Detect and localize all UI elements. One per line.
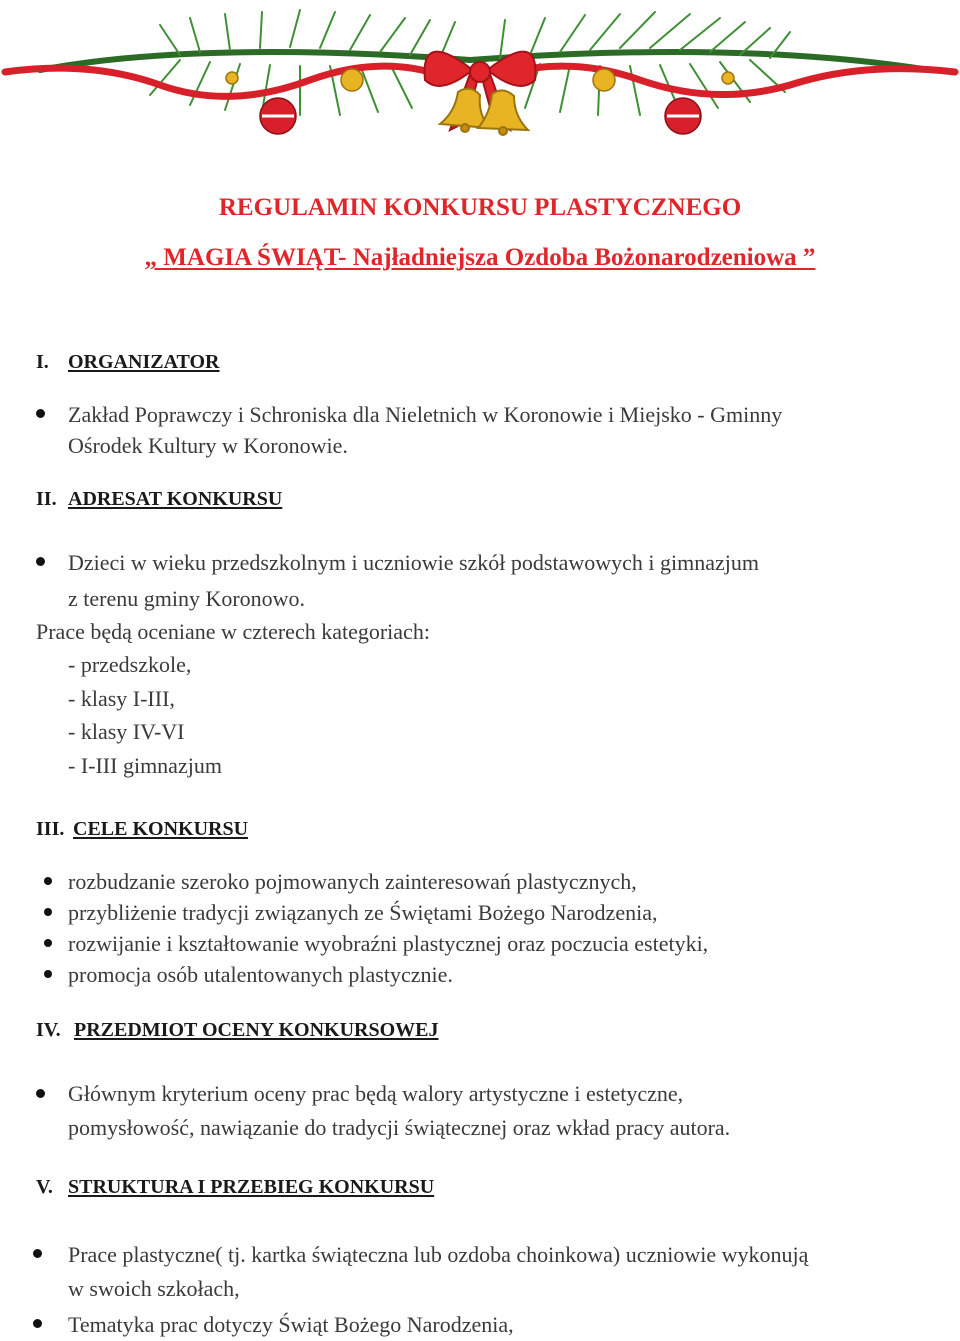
goal-item: promocja osób utalentowanych plastycznie. [68,962,453,987]
bullet-icon [44,908,52,916]
section-title: ORGANIZATOR [68,351,220,373]
section-number: II. [36,488,57,510]
bullet-icon [36,409,45,418]
bullet-icon [33,1249,42,1258]
bullet-icon [44,970,52,978]
bullet-icon [44,939,52,947]
section-line: Dzieci w wieku przedszkolnym i uczniowie szkół podstawowych i gimnazjum [68,550,759,575]
goal-item: rozbudzanie szeroko pojmowanych zainteresowań plastycznych, [68,869,637,894]
section-heading-struktura [36,1176,434,1199]
section-line: z terenu gminy Koronowo. [68,586,306,611]
section-heading-cele [36,818,248,841]
section-title: ADRESAT KONKURSU [68,488,283,510]
section-line: Prace plastyczne( tj. kartka świąteczna lub ozdoba choinkowa) uczniowie wykonują [68,1242,809,1267]
goal-item: przybliżenie tradycji związanych ze Świętami Bożego Narodzenia, [68,900,658,925]
bullet-icon [33,1319,42,1328]
christmas-garland-banner [0,0,960,150]
bullet-icon [44,877,52,885]
section-heading-przedmiot [36,1019,438,1042]
goal-item: rozwijanie i kształtowanie wyobraźni plastycznej oraz poczucia estetyki, [68,931,709,956]
section-number: I. [36,351,49,373]
section-number: IV. [36,1019,61,1041]
section-heading-adresat [36,488,282,511]
section-line: Głównym kryterium oceny prac będą walory artystyczne i estetyczne, [68,1081,684,1106]
section-line: Tematyka prac dotyczy Świąt Bożego Narodzenia, [68,1312,514,1337]
section-heading-organizator [36,351,220,374]
section-number: III. [36,818,65,840]
category-item: - przedszkole, [68,652,192,677]
category-item: - klasy IV-VI [68,719,185,744]
category-item: - I-III gimnazjum [68,753,222,778]
document-title: REGULAMIN KONKURSU PLASTYCZNEGO [218,194,742,221]
section-title: CELE KONKURSU [73,818,249,840]
bullet-icon [36,557,45,566]
section-title: PRZEDMIOT OCENY KONKURSOWEJ [74,1019,439,1041]
bullet-icon [36,1089,45,1098]
section-line: w swoich szkołach, [68,1276,240,1301]
section-line: pomysłowość, nawiązanie do tradycji świątecznej oraz wkład pracy autora. [68,1115,731,1140]
section-number: V. [36,1176,53,1198]
document-subtitle: „ MAGIA ŚWIĄT- Najładniejsza Ozdoba Bożonarodzeniowa ” [144,244,816,271]
section-line: Prace będą oceniane w czterech kategoriach: [36,619,430,644]
category-item: - klasy I-III, [68,686,175,711]
section-line: Zakład Poprawczy i Schroniska dla Nieletnich w Koronowie i Miejsko - Gminny [68,402,783,427]
section-line: Ośrodek Kultury w Koronowie. [68,433,348,458]
section-title: STRUKTURA I PRZEBIEG KONKURSU [68,1176,435,1198]
